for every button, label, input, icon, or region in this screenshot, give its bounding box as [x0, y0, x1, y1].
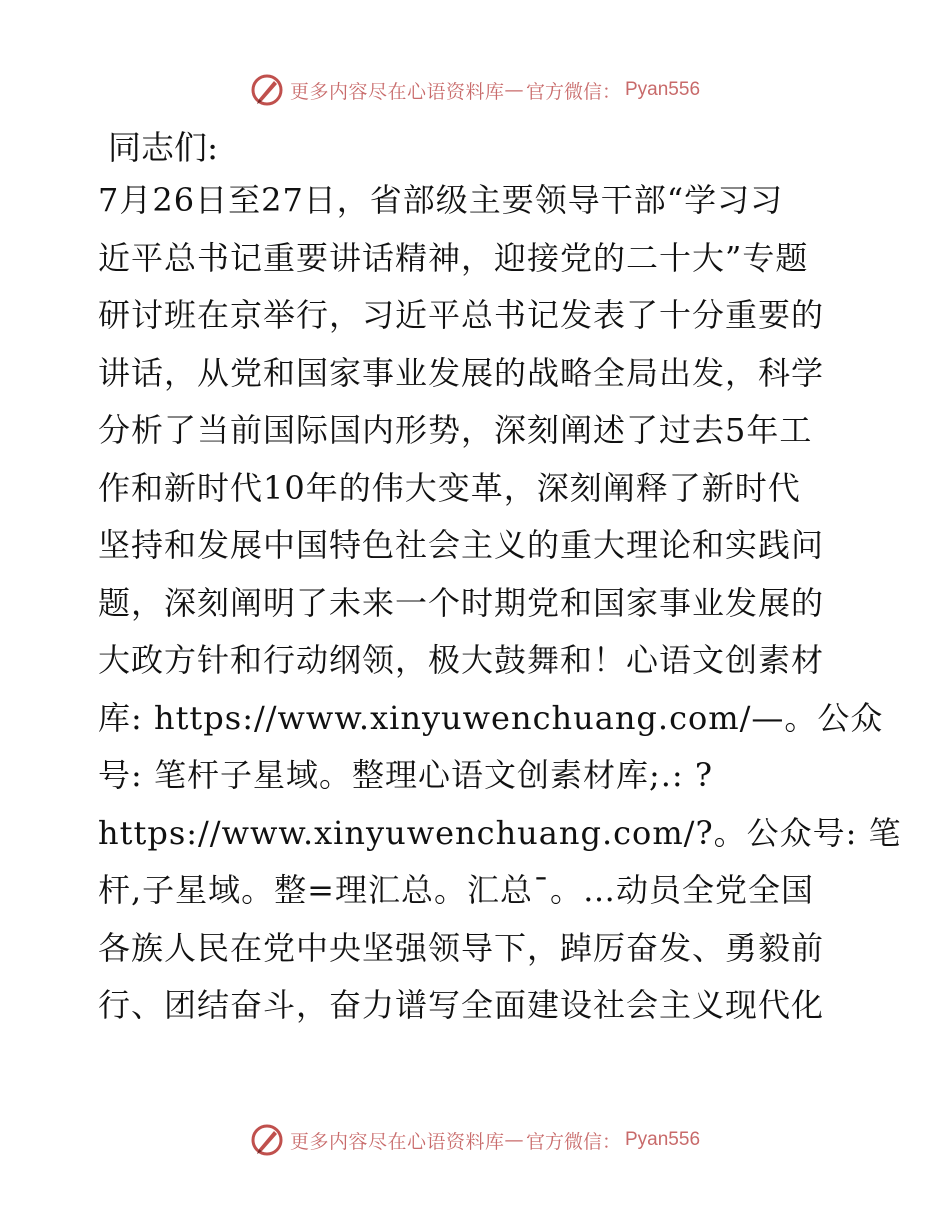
footer-watermark — [0, 1120, 950, 1160]
text-line: 各族人民在党中央坚强领导下，踔厉奋发、勇毅前 — [98, 928, 825, 967]
header-watermark — [0, 70, 950, 110]
watermark-wechat-label: 官方微信： — [525, 80, 621, 103]
text-line: 大政方针和行动纲领，极大鼓舞和！心语文创素材 — [98, 641, 825, 679]
watermark-site-text: 更多内容尽在心语资料库 — [289, 1130, 505, 1153]
salutation: 同志们: — [108, 128, 219, 167]
watermark-wechat-label: 官方微信： — [525, 1130, 621, 1153]
text-line: 号: 笔杆子星域。整理心语文创素材库;.: ? — [98, 756, 714, 794]
text-line: 行、团结奋斗，奋力谱写全面建设社会主义现代化 — [98, 986, 825, 1024]
watermark-dash: — — [504, 79, 524, 101]
watermark-wechat-id: Pyan556 — [625, 79, 701, 100]
text-line: 库: https://www.xinyuwenchuang.com/—。公众 — [98, 698, 884, 737]
text-line: 分析了当前国际国内形势，深刻阐述了过去5年工 — [98, 411, 813, 449]
text-line: 讲话，从党和国家事业发展的战略全局出发，科学 — [98, 353, 825, 392]
text-line: 7月26日至27日，省部级主要领导干部“学习习 — [98, 181, 784, 219]
watermark-dash: — — [504, 1129, 524, 1151]
text-line: 近平总书记重要讲话精神，迎接党的二十大”专题 — [98, 238, 809, 277]
text-line: 作和新时代10年的伟大变革，深刻阐释了新时代 — [98, 468, 801, 507]
text-line: 坚持和发展中国特色社会主义的重大理论和实践问 — [98, 526, 825, 564]
quill-logo-icon — [250, 1123, 284, 1157]
text-line: 研讨班在京举行，习近平总书记发表了十分重要的 — [98, 296, 825, 334]
text-line: https://www.xinyuwenchuang.com/?。公众号: 笔 — [98, 813, 902, 852]
watermark-wechat-id: Pyan556 — [625, 1129, 701, 1150]
text-line: 杆,子星域。整=理汇总。汇总¯。…动员全党全国 — [98, 871, 814, 909]
body-paragraph — [98, 172, 902, 1035]
quill-logo-icon — [250, 73, 284, 107]
watermark-site-text: 更多内容尽在心语资料库 — [289, 80, 505, 103]
text-line: 题，深刻阐明了未来一个时期党和国家事业发展的 — [98, 583, 825, 622]
